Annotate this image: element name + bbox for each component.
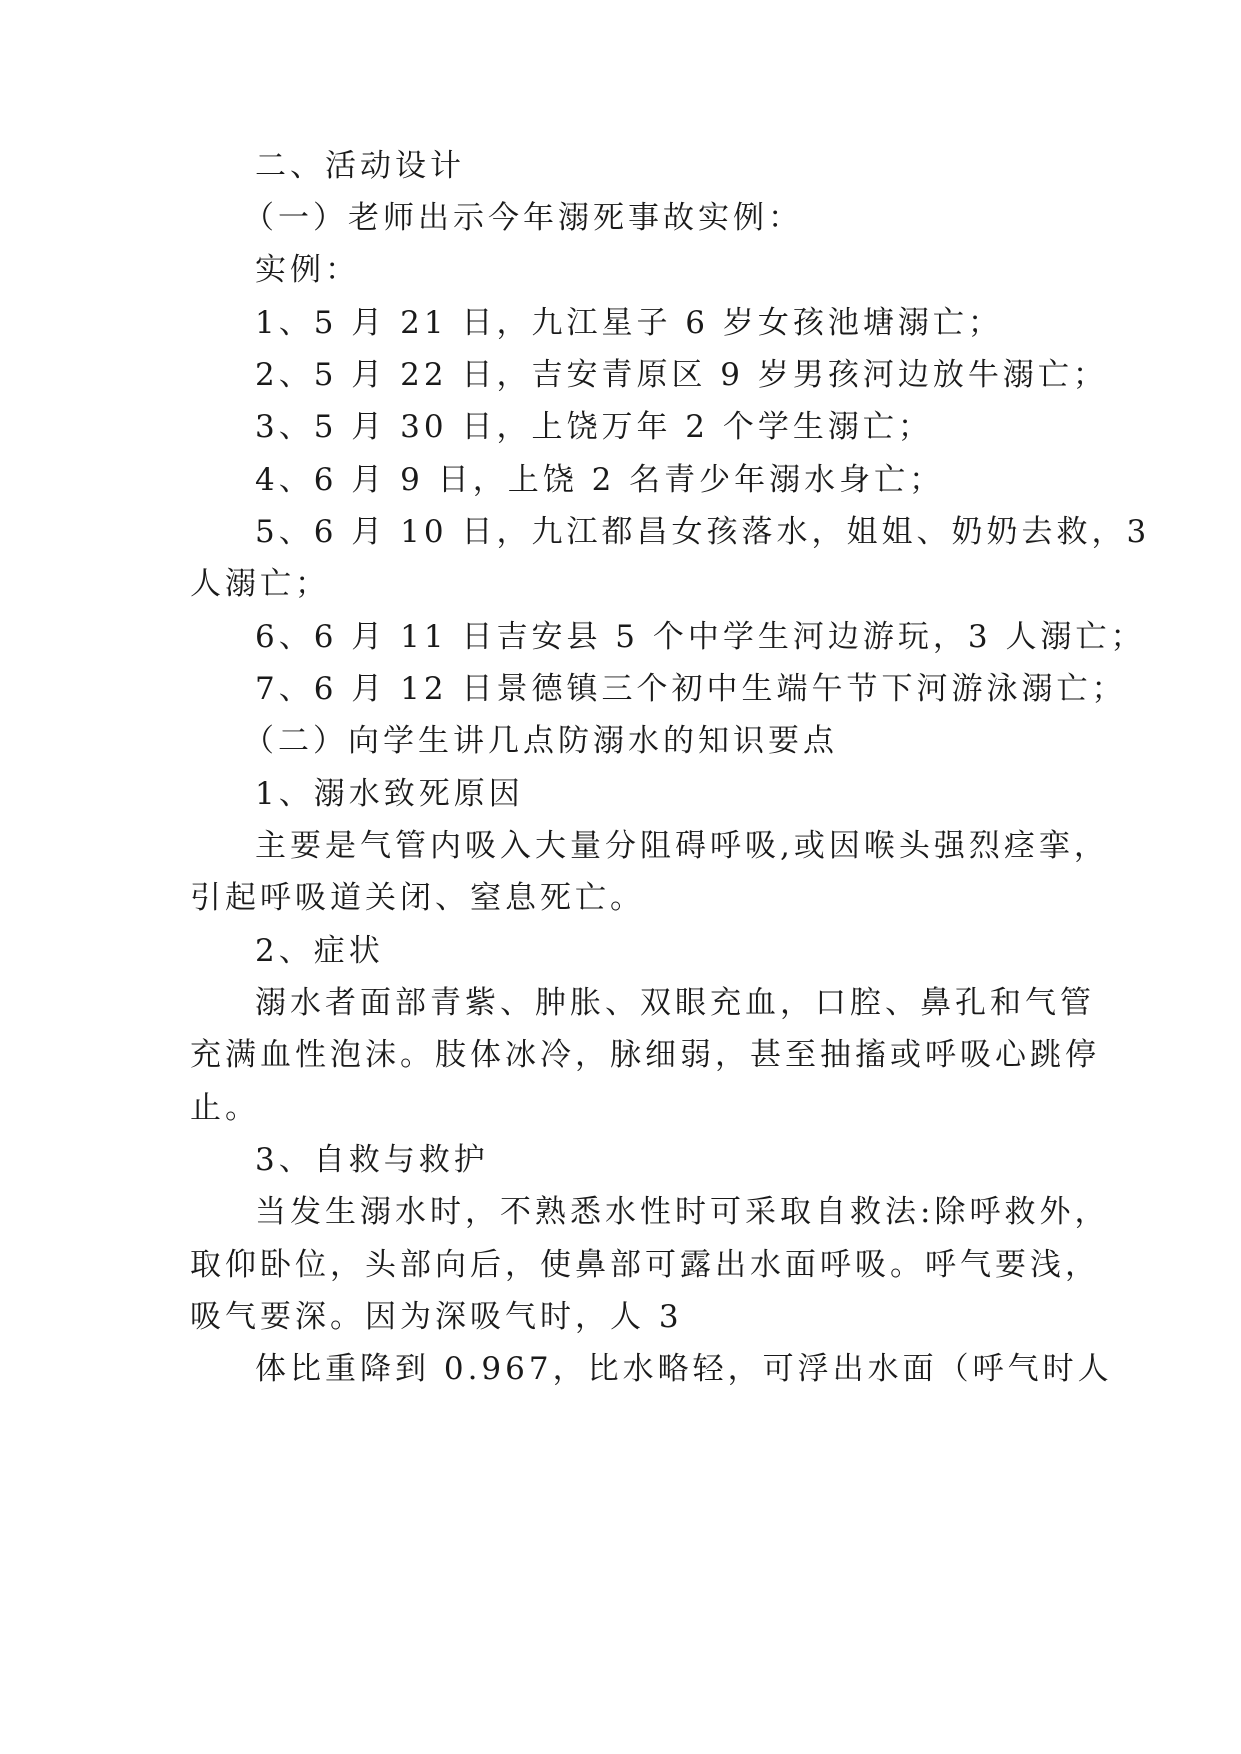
paragraph-line: 止。 (190, 1090, 260, 1126)
paragraph-line: 引起呼吸道关闭、窒息死亡。 (190, 880, 645, 916)
paragraph-line: 当发生溺水时，不熟悉水性时可采取自救法:除呼救外， (255, 1194, 1110, 1230)
list-item: 1、5 月 21 日，九江星子 6 岁女孩池塘溺亡； (255, 305, 1003, 341)
paragraph-line: 体比重降到 0.967，比水略轻，可浮出水面（呼气时人 (255, 1351, 1113, 1387)
list-item: 2、5 月 22 日，吉安青原区 9 岁男孩河边放牛溺亡； (255, 357, 1108, 393)
subsection-heading: （二）向学生讲几点防溺水的知识要点 (243, 723, 838, 759)
paragraph-line: 溺水者面部青紫、肿胀、双眼充血，口腔、鼻孔和气管 (255, 985, 1095, 1021)
point-heading: 3、自救与救护 (255, 1142, 489, 1178)
paragraph-line: 吸气要深。因为深吸气时，人 3 (190, 1299, 683, 1335)
point-heading: 1、溺水致死原因 (255, 776, 524, 812)
paragraph-line: 主要是气管内吸入大量分阻碍呼吸,或因喉头强烈痉挛， (255, 828, 1109, 864)
list-item: 5、6 月 10 日，九江都昌女孩落水，姐姐、奶奶去救，3 (255, 514, 1151, 550)
paragraph-line: 取仰卧位，头部向后，使鼻部可露出水面呼吸。呼气要浅， (190, 1247, 1100, 1283)
list-item: 3、5 月 30 日，上饶万年 2 个学生溺亡； (255, 409, 933, 445)
paragraph-line: 充满血性泡沫。肢体冰冷，脉细弱，甚至抽搐或呼吸心跳停 (190, 1037, 1100, 1073)
section-heading: 二、活动设计 (255, 148, 465, 184)
point-heading: 2、症状 (255, 933, 384, 969)
list-item: 4、6 月 9 日，上饶 2 名青少年溺水身亡； (255, 462, 945, 498)
paragraph-line: 实例： (255, 252, 360, 288)
subsection-heading: （一）老师出示今年溺死事故实例： (243, 200, 803, 236)
list-item-continuation: 人溺亡； (190, 566, 330, 602)
list-item: 6、6 月 11 日吉安县 5 个中学生河边游玩，3 人溺亡； (255, 619, 1146, 655)
list-item: 7、6 月 12 日景德镇三个初中生端午节下河游泳溺亡； (255, 671, 1127, 707)
